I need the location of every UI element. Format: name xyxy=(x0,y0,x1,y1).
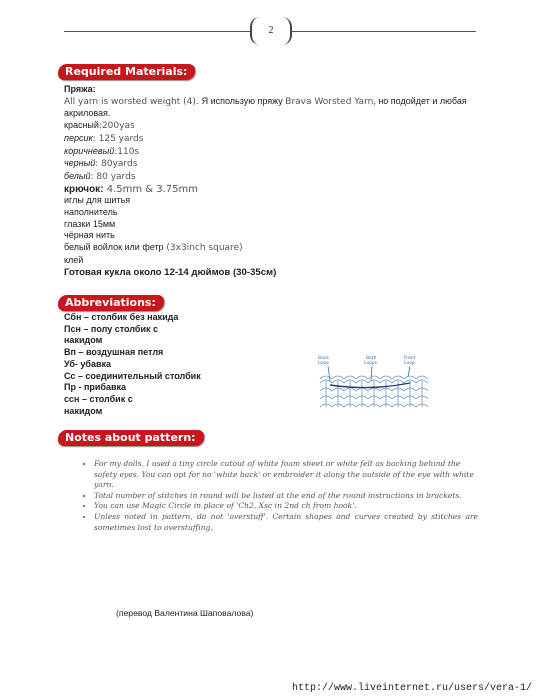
both-loops-label: Both Loops xyxy=(364,356,378,366)
item-needles: иглы для шитья xyxy=(64,195,131,206)
abbr-line: Уб- убавка xyxy=(64,358,112,369)
stitch-rows xyxy=(320,376,428,407)
yarn-label: Пряжа: xyxy=(64,84,96,94)
footer-url-link[interactable]: http://www.liveinternet.ru/users/vera-1/ xyxy=(291,683,532,694)
item-stuffing: наполнитель xyxy=(64,207,118,218)
color-white: белый: 80 yards xyxy=(64,170,136,182)
front-loop-label: Front Loop xyxy=(404,356,416,366)
page-number: 2 xyxy=(250,17,292,45)
item-felt: белый войлок или фетр (3x3inch square) xyxy=(64,242,243,254)
item-thread: чёрная нить xyxy=(64,230,115,241)
color-black: черный: 80yards xyxy=(64,158,138,170)
header-rule-left xyxy=(64,31,250,32)
color-red: красный:200yas xyxy=(64,120,135,132)
abbr-line: Сс – соединительный столбик xyxy=(64,370,201,381)
finished-size: Готовая кукла около 12-14 дюймов (30-35см) xyxy=(64,266,277,278)
yarn-line: All yarn is worsted weight (4). Я использую пряжу Brava Worsted Yarn, но подойдет и любая xyxy=(64,95,467,107)
back-loop-label: Back Loop xyxy=(318,356,329,366)
color-peach: персик: 125 yards xyxy=(64,132,144,144)
abbr-line: Вп – воздушная петля xyxy=(64,347,164,358)
note-item: • You can use Magic Circle in place of 'Ch2, Xsc in 2nd ch from hook'. xyxy=(94,501,478,512)
abbr-line: накидом xyxy=(64,335,103,346)
item-glue: клей xyxy=(64,254,84,265)
translator-credit: (перевод Валентина Шаповалова) xyxy=(116,608,254,618)
notes-heading: Notes about pattern: xyxy=(58,430,204,446)
abbr-line: Пр - прибавка xyxy=(64,382,127,393)
abbr-line: накидом xyxy=(64,405,103,416)
note-item: • Total number of stitches in round will be listed at the end of the round instructions in brackets. xyxy=(94,491,478,502)
materials-heading: Required Materials: xyxy=(58,64,195,80)
materials-list xyxy=(64,84,467,278)
item-eyes: глазки 15мм xyxy=(64,218,116,229)
abbr-line: ссн – столбик с xyxy=(64,393,133,404)
notes-list xyxy=(78,459,478,533)
note-item: • For my dolls, I used a tiny circle cutout of white foam sheet or white felt as backing behind the safety eyes. You can opt for no 'white back' or embroider it along the outside of the eye with white yarn. xyxy=(94,459,478,491)
abbr-line: Сбн – столбик без накида xyxy=(64,312,179,322)
both-loops-arrow xyxy=(371,366,372,381)
front-loop-arrow xyxy=(408,366,410,377)
back-loop-arrow xyxy=(328,366,330,381)
abbreviations-heading: Abbreviations: xyxy=(58,295,164,311)
note-item: • Unless noted in pattern, do not 'overstuff'. Certain shapes and curves created by stitches are sometimes lost to overstuffing. xyxy=(94,512,478,533)
abbreviations-list xyxy=(64,312,201,417)
stitch-loops-diagram xyxy=(316,353,438,417)
hook-line: крючок: 4.5mm & 3.75mm xyxy=(64,183,198,195)
abbr-line: Псн – полу столбик с xyxy=(64,323,158,334)
header-rule-right xyxy=(290,31,476,32)
color-brown: коричневый:110s xyxy=(64,145,140,157)
yarn-line-2: акриловая. xyxy=(64,108,111,119)
